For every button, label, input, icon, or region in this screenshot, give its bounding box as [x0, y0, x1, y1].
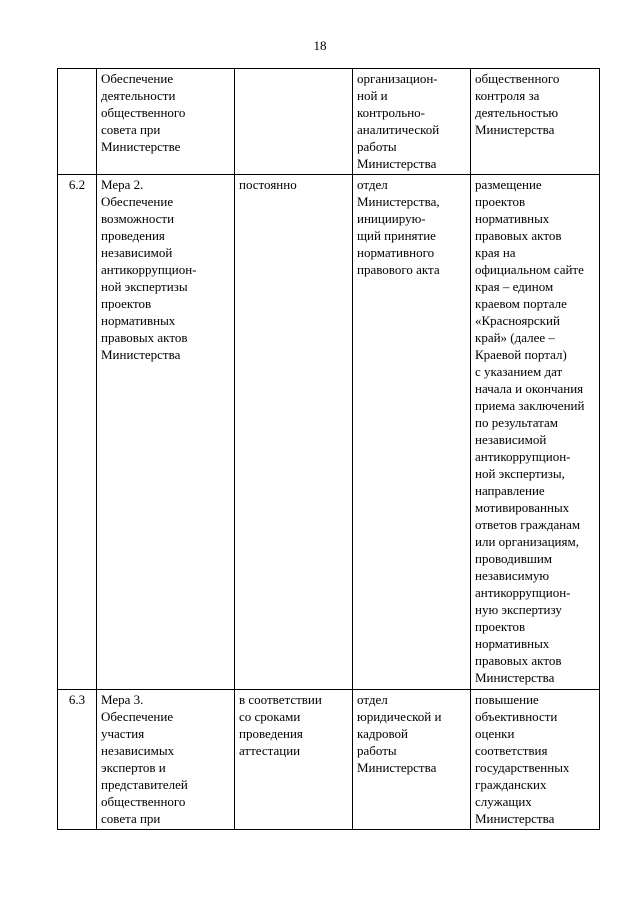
measure-cell: Обеспечение деятельности общественного совета при Министерстве — [97, 69, 235, 175]
result-cell: размещение проектов нормативных правовых актов края на официальном сайте края – едином краевом портале «Красноярский край» (далее – Краевой портал) с указанием дат начала и окончания приема заключений по результатам независимой антикоррупцион- ной экспертизы, направление мотивированных ответов гражданам или организациям, проводившим независимую антикоррупцион- ную экспертизу проектов нормативных правовых актов Министерства — [471, 175, 600, 690]
table-row — [58, 690, 600, 830]
deadline-cell: в соответствии со сроками проведения аттестации — [235, 690, 353, 830]
item-number-cell: 6.2 — [58, 175, 97, 690]
deadline-cell: постоянно — [235, 175, 353, 690]
responsible-cell: отдел юридической и кадровой работы Министерства — [353, 690, 471, 830]
deadline-cell — [235, 69, 353, 175]
responsible-cell: организацион- ной и контрольно- аналитической работы Министерства — [353, 69, 471, 175]
table-row — [58, 175, 600, 690]
result-cell: общественного контроля за деятельностью Министерства — [471, 69, 600, 175]
measure-cell: Мера 3. Обеспечение участия независимых экспертов и представителей общественного совета при — [97, 690, 235, 830]
page-number: 18 — [313, 38, 327, 53]
responsible-cell: отдел Министерства, инициирую- щий принятие нормативного правового акта — [353, 175, 471, 690]
measures-table — [57, 68, 600, 830]
table-row — [58, 69, 600, 175]
item-number-cell: 6.3 — [58, 690, 97, 830]
result-cell: повышение объективности оценки соответствия государственных гражданских служащих Министерства — [471, 690, 600, 830]
item-number-cell — [58, 69, 97, 175]
measure-cell: Мера 2. Обеспечение возможности проведения независимой антикоррупцион- ной экспертизы проектов нормативных правовых актов Министерства — [97, 175, 235, 690]
